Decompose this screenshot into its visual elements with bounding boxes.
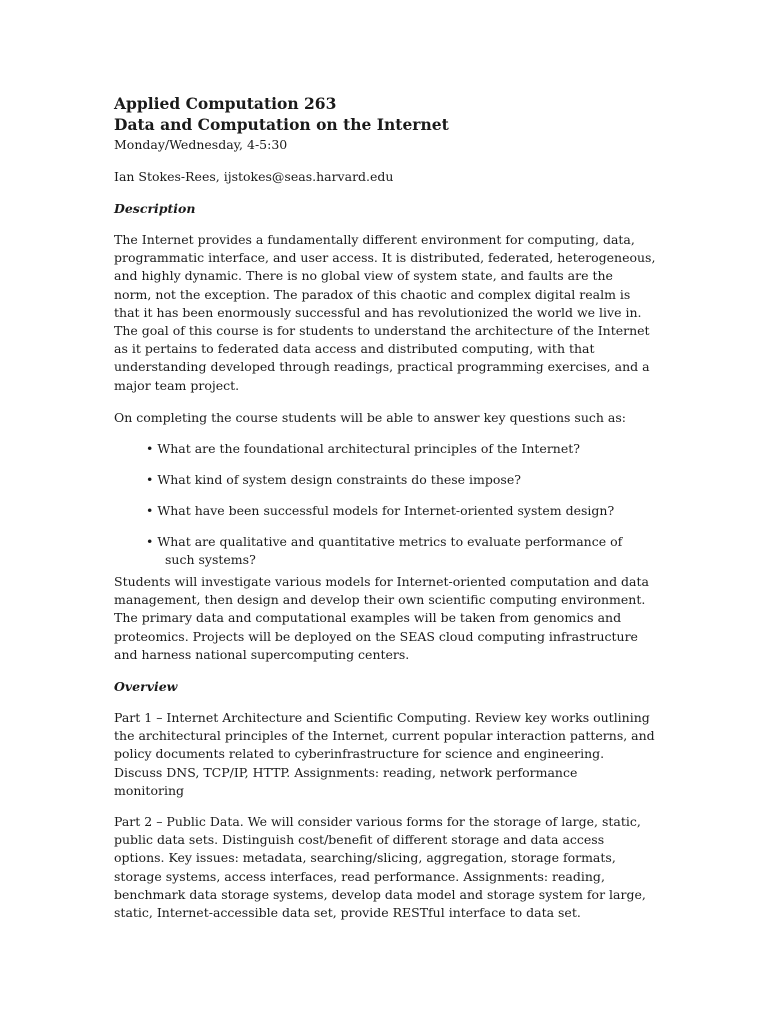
- bullet-text: • What are qualitative and quantitative metrics to evaluate performance of: [146, 534, 623, 550]
- text-line: Part 2 – Public Data. We will consider various forms for the storage of large, static,: [114, 814, 641, 830]
- text-line: norm, not the exception. The paradox of this chaotic and complex digital realm is: [114, 286, 631, 302]
- bullet-text: • What kind of system design constraints do these impose?: [146, 472, 521, 488]
- key-questions-list: [114, 440, 662, 569]
- part1-paragraph: [114, 709, 662, 800]
- text-line: The Internet provides a fundamentally different environment for computing, data,: [114, 232, 635, 247]
- course-title: Data and Computation on the Internet: [114, 115, 449, 134]
- text-line: The goal of this course is for students to understand the architecture of the Internet: [114, 323, 650, 339]
- text-line: that it has been enormously successful and has revolutionized the world we live in.: [114, 304, 642, 320]
- text-line: Discuss DNS, TCP/IP, HTTP. Assignments: reading, network performance: [114, 764, 578, 780]
- text-line: programmatic interface, and user access. It is distributed, federated, heterogeneous,: [114, 250, 656, 266]
- course-schedule: Monday/Wednesday, 4-5:30: [114, 137, 288, 152]
- text-line: options. Key issues: metadata, searching/slicing, aggregation, storage formats,: [114, 850, 616, 866]
- text-line: Students will investigate various models for Internet-oriented computation and data: [114, 574, 649, 590]
- text-line: benchmark data storage systems, develop data model and storage system for large,: [114, 886, 646, 902]
- text-line: management, then design and develop their own scientific computing environment.: [114, 592, 646, 608]
- text-line: storage systems, access interfaces, read performance. Assignments: reading,: [114, 868, 605, 884]
- text-line: static, Internet-accessible data set, provide RESTful interface to data set.: [114, 905, 581, 921]
- course-number: Applied Computation 263: [114, 94, 337, 113]
- overview-heading: Overview: [114, 679, 178, 695]
- questions-intro: [114, 409, 662, 427]
- document-page: [114, 93, 662, 922]
- text-line: and highly dynamic. There is no global view of system state, and faults are the: [114, 268, 613, 284]
- text-line: proteomics. Projects will be deployed on the SEAS cloud computing infrastructure: [114, 628, 638, 644]
- bullet-text: • What are the foundational architectural principles of the Internet?: [146, 441, 580, 457]
- list-item: [114, 533, 662, 569]
- description-paragraph: [114, 231, 662, 395]
- list-item: [114, 502, 662, 520]
- text-line: monitoring: [114, 782, 185, 798]
- text-line: public data sets. Distinguish cost/benefit of different storage and data access: [114, 832, 605, 848]
- instructor-contact: Ian Stokes-Rees, ijstokes@seas.harvard.edu: [114, 169, 394, 184]
- students-paragraph: [114, 573, 662, 664]
- text-line: policy documents related to cyberinfrastructure for science and engineering.: [114, 746, 605, 762]
- bullet-text-continued: such systems?: [165, 552, 256, 568]
- text-line: Part 1 – Internet Architecture and Scientific Computing. Review key works outlining: [114, 710, 650, 726]
- text-line: On completing the course students will be able to answer key questions such as:: [114, 409, 626, 425]
- bullet-text: • What have been successful models for Internet-oriented system design?: [146, 503, 615, 519]
- text-line: The primary data and computational examples will be taken from genomics and: [114, 610, 622, 626]
- description-heading: Description: [114, 201, 196, 216]
- list-item: [114, 440, 662, 458]
- part2-paragraph: [114, 813, 662, 922]
- text-line: understanding developed through readings, practical programming exercises, and a: [114, 359, 650, 375]
- text-line: and harness national supercomputing centers.: [114, 646, 410, 662]
- list-item: [114, 471, 662, 489]
- text-line: as it pertains to federated data access and distributed computing, with that: [114, 341, 595, 357]
- text-line: major team project.: [114, 377, 240, 393]
- text-line: the architectural principles of the Internet, current popular interaction patterns, and: [114, 728, 655, 744]
